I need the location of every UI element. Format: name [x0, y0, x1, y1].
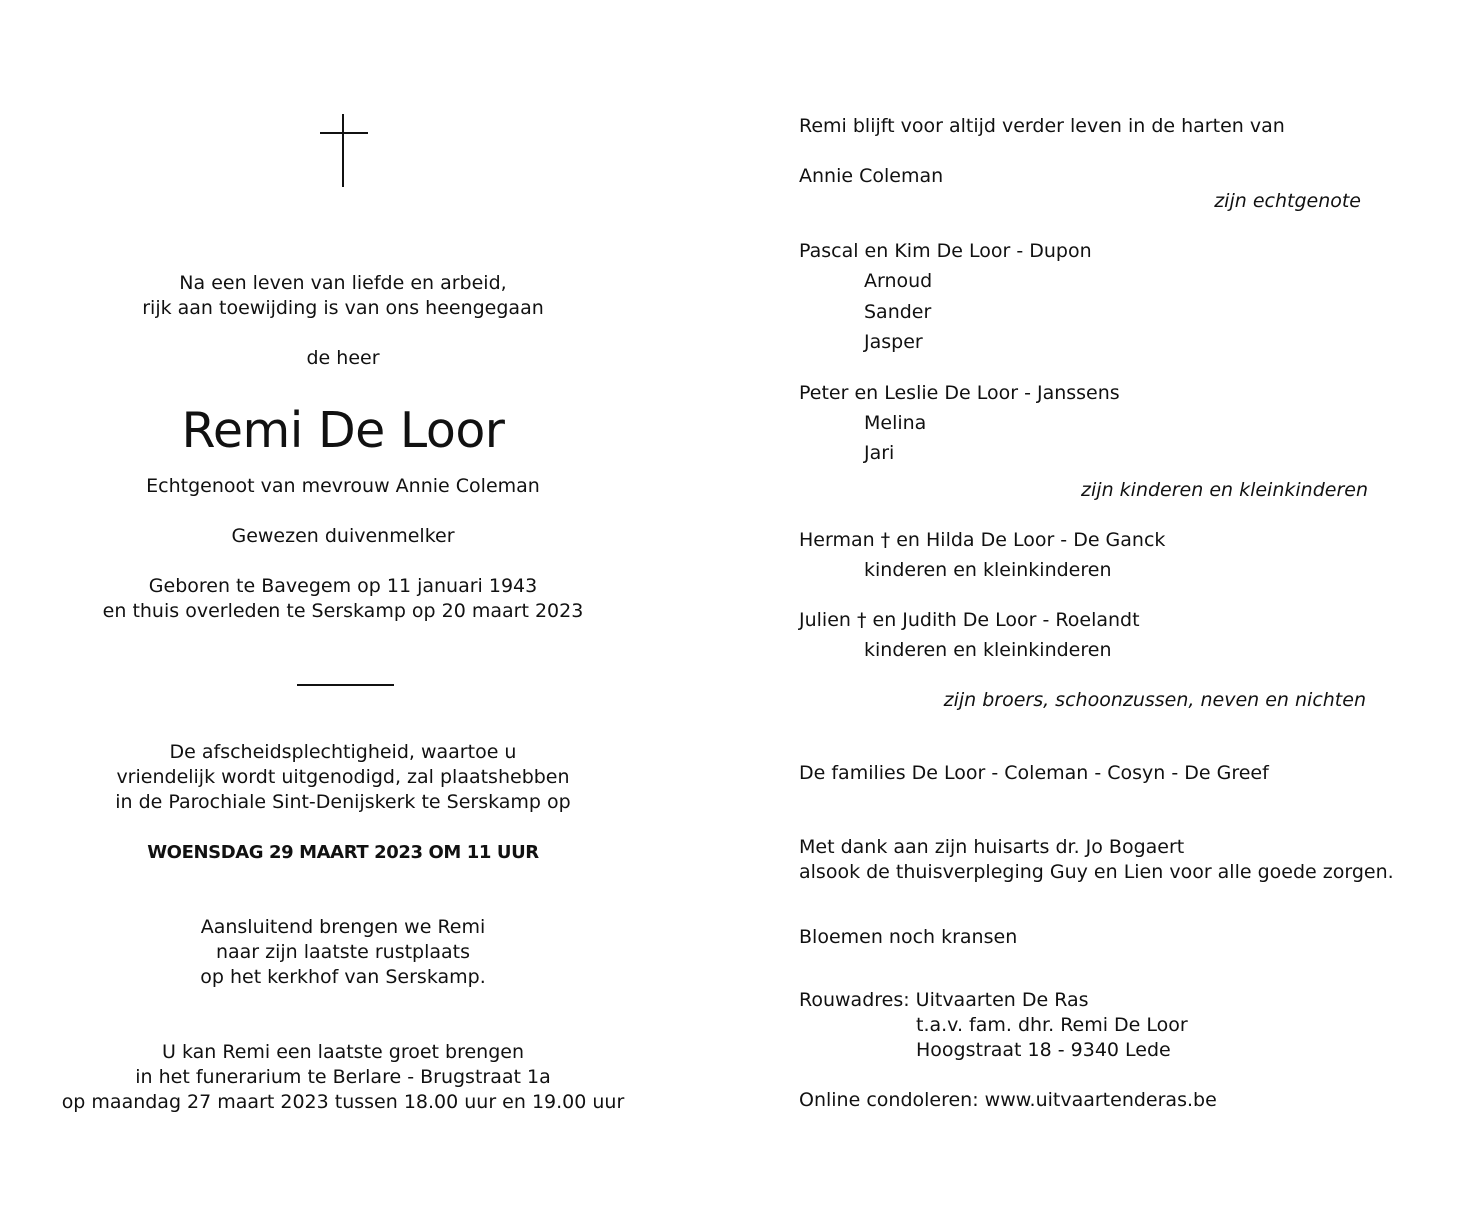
- address-label: Rouwadres: Uitvaarten De Ras: [799, 989, 1089, 1011]
- burial-line-3: op het kerkhof van Serskamp.: [200, 966, 486, 988]
- deceased-name: Remi De Loor: [181, 402, 505, 459]
- grandchild-melina: Melina: [864, 412, 927, 434]
- ceremony-line-2: vriendelijk wordt uitgenodigd, zal plaatshebben: [116, 766, 570, 788]
- right-column: [799, 0, 1439, 1207]
- address-line-1: t.a.v. fam. dhr. Remi De Loor: [916, 1014, 1188, 1036]
- spouse-line: Echtgenoot van mevrouw Annie Coleman: [146, 475, 540, 497]
- thanks-line-2: alsook de thuisverpleging Guy en Lien voor alle goede zorgen.: [799, 861, 1394, 883]
- grandchild-jasper: Jasper: [864, 331, 923, 353]
- burial-line-1: Aansluitend brengen we Remi: [200, 916, 486, 938]
- burial-line-2: naar zijn laatste rustplaats: [215, 941, 471, 963]
- thanks-line-1: Met dank aan zijn huisarts dr. Jo Bogaert: [799, 836, 1185, 858]
- mourners-heading: Remi blijft voor altijd verder leven in de harten van: [799, 115, 1285, 137]
- ceremony-date: WOENSDAG 29 MAART 2023 OM 11 UUR: [147, 842, 539, 863]
- address-line-2: Hoogstraat 18 - 9340 Lede: [916, 1039, 1171, 1061]
- cross-icon: [320, 114, 368, 187]
- child-1: Pascal en Kim De Loor - Dupon: [799, 240, 1092, 262]
- flowers-line: Bloemen noch kransen: [799, 926, 1018, 948]
- occupation-line: Gewezen duivenmelker: [231, 525, 455, 547]
- wife-role: zijn echtgenote: [1214, 190, 1361, 212]
- siblings-role: zijn broers, schoonzussen, neven en nichten: [943, 689, 1366, 711]
- ceremony-line-3: in de Parochiale Sint-Denijskerk te Serskamp op: [115, 791, 571, 813]
- salutation: de heer: [306, 347, 380, 369]
- intro-line-2: rijk aan toewijding is van ons heengegaan: [142, 297, 544, 319]
- visit-line-2: in het funerarium te Berlare - Brugstraat 1a: [135, 1066, 551, 1088]
- sibling-2-sub: kinderen en kleinkinderen: [864, 639, 1112, 661]
- grandchild-arnoud: Arnoud: [864, 270, 933, 292]
- divider: [297, 684, 394, 686]
- birth-line: Geboren te Bavegem op 11 januari 1943: [148, 575, 538, 597]
- children-role: zijn kinderen en kleinkinderen: [1081, 479, 1368, 501]
- visit-line-3: op maandag 27 maart 2023 tussen 18.00 uur en 19.00 uur: [61, 1091, 625, 1113]
- sibling-2: Julien † en Judith De Loor - Roelandt: [799, 609, 1140, 631]
- left-column: [0, 0, 686, 1207]
- sibling-1: Herman † en Hilda De Loor - De Ganck: [799, 529, 1166, 551]
- grandchild-sander: Sander: [864, 301, 932, 323]
- child-2: Peter en Leslie De Loor - Janssens: [799, 382, 1120, 404]
- ceremony-line-1: De afscheidsplechtigheid, waartoe u: [169, 741, 517, 763]
- intro-line-1: Na een leven van liefde en arbeid,: [179, 272, 507, 294]
- online-condolence: Online condoleren: www.uitvaartenderas.be: [799, 1089, 1217, 1111]
- death-line: en thuis overleden te Serskamp op 20 maart 2023: [102, 600, 584, 622]
- grandchild-jari: Jari: [864, 442, 895, 464]
- visit-line-1: U kan Remi een laatste groet brengen: [162, 1041, 524, 1063]
- sibling-1-sub: kinderen en kleinkinderen: [864, 559, 1112, 581]
- wife-name: Annie Coleman: [799, 165, 944, 187]
- families-line: De families De Loor - Coleman - Cosyn - De Greef: [799, 762, 1269, 784]
